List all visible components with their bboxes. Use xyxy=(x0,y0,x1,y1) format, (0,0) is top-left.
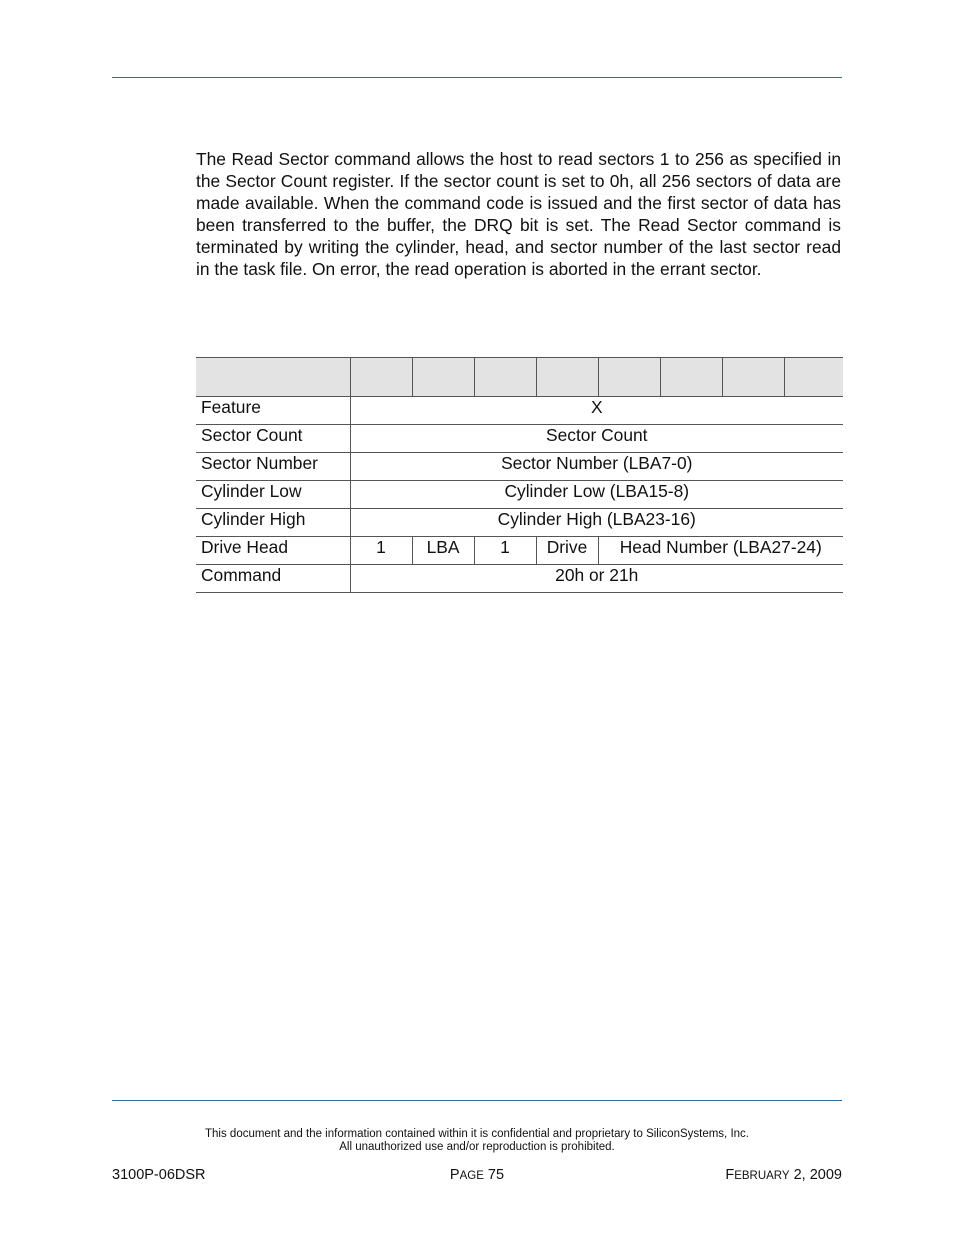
table-row-command xyxy=(196,565,843,593)
header-cell xyxy=(722,358,784,397)
date-rest: 2, 2009 xyxy=(793,1167,842,1183)
table-row-sector-count xyxy=(196,425,843,453)
register-value: Cylinder High (LBA23-16) xyxy=(350,509,843,537)
register-name: Sector Number xyxy=(196,453,350,481)
bits-3-0-value: Head Number (LBA27-24) xyxy=(598,537,843,565)
header-cell xyxy=(784,358,843,397)
register-value: Cylinder Low (LBA15-8) xyxy=(350,481,843,509)
table-row-sector-number xyxy=(196,453,843,481)
reproduction-notice: All unauthorized use and/or reproduction is prohibited. xyxy=(339,1141,615,1153)
register-name: Feature xyxy=(196,397,350,425)
table-header-row xyxy=(196,358,843,397)
document-date xyxy=(725,1167,842,1185)
bit-6-value: LBA xyxy=(412,537,474,565)
register-table xyxy=(196,357,843,593)
register-name: Cylinder High xyxy=(196,509,350,537)
document-id: 3100P-06DSR xyxy=(112,1167,206,1183)
date-month-rest: EBRUARY xyxy=(734,1170,790,1182)
page-label-rest: AGE xyxy=(459,1170,484,1182)
command-description: The Read Sector command allows the host to read sectors 1 to 256 as specified in the Sector Count register. If the sector count is set to 0h, all 256 sectors of data are made available. When the command code is issued and the first sector of data has been transferred to the buffer, the DRQ bit is set. The Read Sector command is terminated by writing the cylinder, head, and sector number of the last sector read in the task file. On error, the read operation is aborted in the errant sector. xyxy=(196,149,841,279)
table-row-cylinder-high xyxy=(196,509,843,537)
register-value: 20h or 21h xyxy=(350,565,843,593)
header-cell xyxy=(350,358,412,397)
header-cell xyxy=(196,358,350,397)
header-rule xyxy=(112,77,842,78)
date-month-initial: F xyxy=(725,1167,735,1183)
header-cell xyxy=(474,358,536,397)
table-row-drive-head xyxy=(196,537,843,565)
register-value: Sector Number (LBA7-0) xyxy=(350,453,843,481)
register-value: X xyxy=(350,397,843,425)
page-number-value: 75 xyxy=(487,1167,505,1183)
table-row-feature xyxy=(196,397,843,425)
register-name: Sector Count xyxy=(196,425,350,453)
table-row-cylinder-low xyxy=(196,481,843,509)
footer-rule xyxy=(112,1100,842,1101)
bit-5-value: 1 xyxy=(474,537,536,565)
confidentiality-notice: This document and the information contained within it is confidential and proprietary to SiliconSystems, Inc. xyxy=(205,1128,749,1140)
header-cell xyxy=(598,358,660,397)
page-label-initial: P xyxy=(449,1167,460,1183)
register-name: Drive Head xyxy=(196,537,350,565)
register-name: Cylinder Low xyxy=(196,481,350,509)
header-cell xyxy=(536,358,598,397)
bit-7-value: 1 xyxy=(350,537,412,565)
register-value: Sector Count xyxy=(350,425,843,453)
header-cell xyxy=(660,358,722,397)
register-name: Command xyxy=(196,565,350,593)
header-cell xyxy=(412,358,474,397)
bit-4-value: Drive xyxy=(536,537,598,565)
